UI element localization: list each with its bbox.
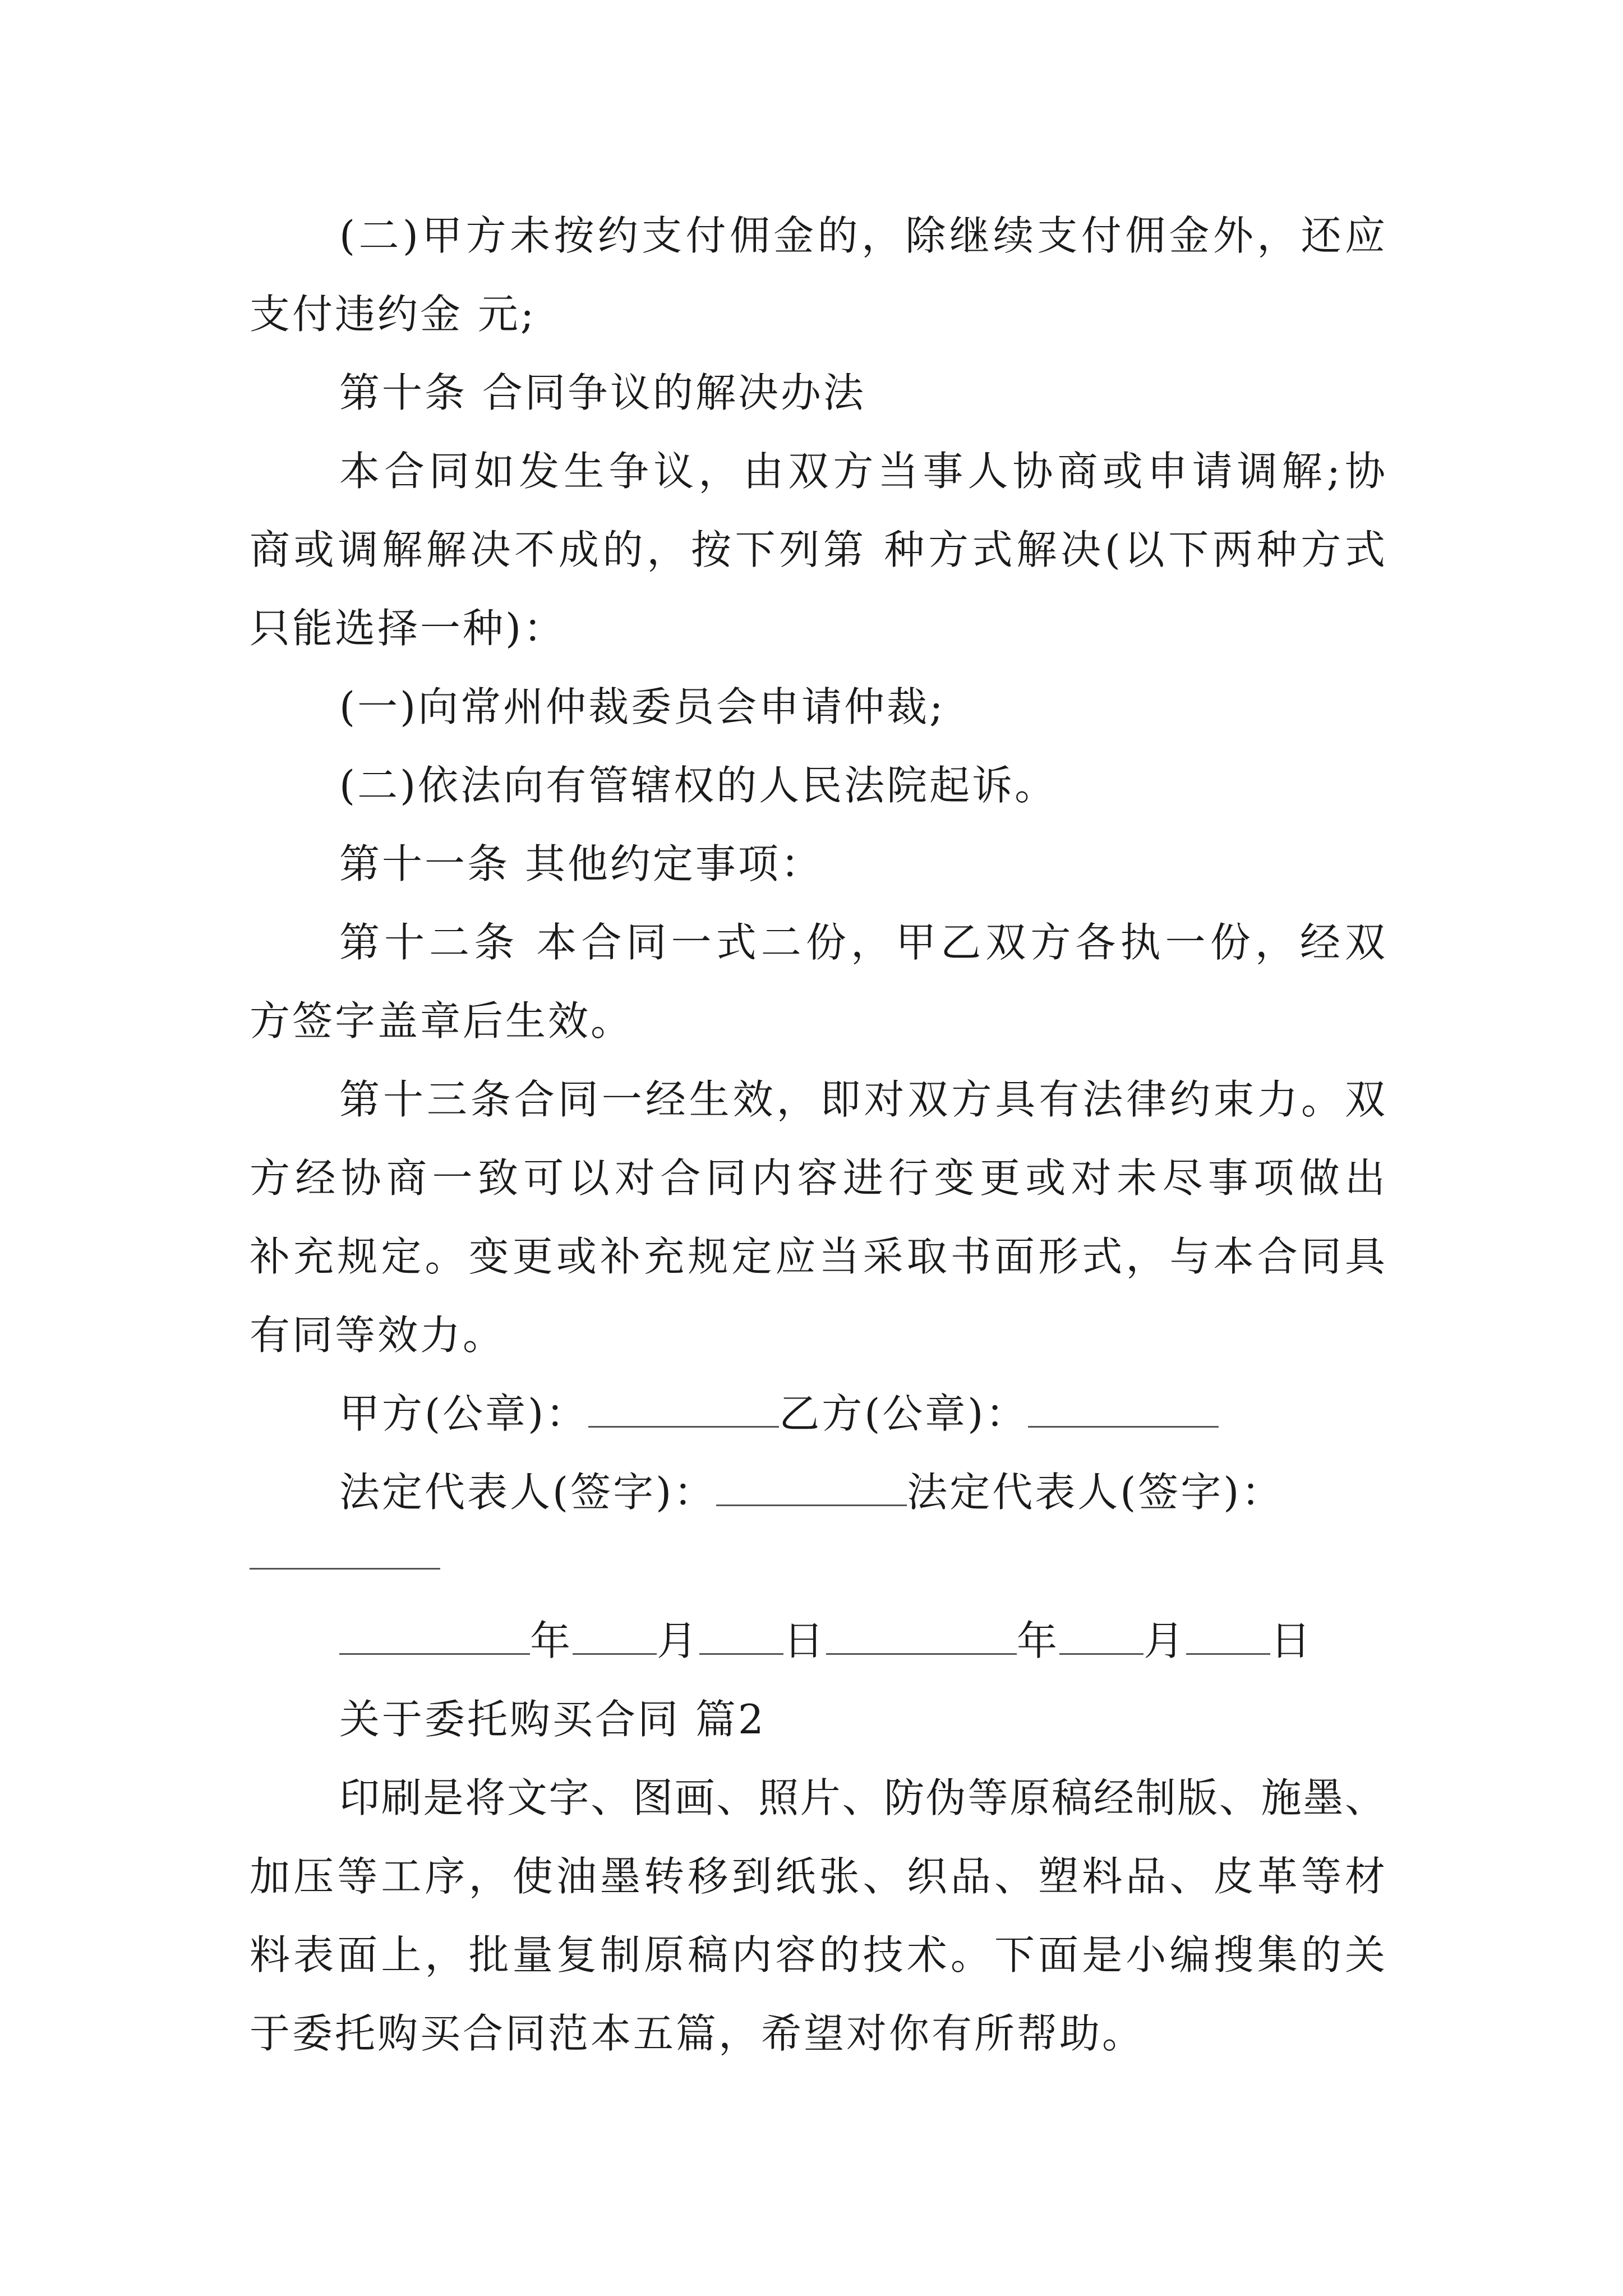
party-b-seal-label: 乙方(公章)：: [779, 1390, 1029, 1437]
paragraph-line: 第十三条合同一经生效，即对双方具有法律约束力。双: [339, 1076, 1385, 1123]
paragraph-line: 第十二条 本合同一式二份，甲乙双方各执一份，经双: [339, 919, 1385, 966]
month-blank: [1059, 1614, 1144, 1655]
paragraph-line: 商或调解解决不成的，按下列第 种方式解决(以下两种方式: [250, 526, 1385, 573]
paragraph-line: 于委托购买合同范本五篇，希望对你有所帮助。: [250, 2010, 1145, 2057]
paragraph-line: 加压等工序，使油墨转移到纸张、织品、塑料品、皮革等材: [250, 1853, 1385, 1900]
paragraph-line: (二)甲方未按约支付佣金的，除继续支付佣金外，还应: [339, 212, 1385, 259]
paragraph-line: 方经协商一致可以对合同内容进行变更或对未尽事项做出: [250, 1154, 1385, 1202]
year-blank: [339, 1614, 530, 1655]
article-heading: 第十一条 其他约定事项：: [339, 840, 823, 887]
list-item: (二)依法向有管辖权的人民法院起诉。: [339, 762, 1058, 809]
paragraph-line: 料表面上，批量复制原稿内容的技术。下面是小编搜集的关: [250, 1931, 1385, 1978]
section-title: 关于委托购买合同 篇2: [339, 1696, 766, 1743]
month-label: 月: [657, 1617, 700, 1664]
date-line: [339, 1613, 1313, 1669]
list-item: (一)向常州仲裁委员会申请仲裁;: [339, 683, 946, 730]
rep-a-blank: [716, 1465, 907, 1506]
party-b-seal-blank: [1028, 1387, 1219, 1428]
year-label: 年: [530, 1617, 573, 1664]
article-heading: 第十条 合同争议的解决办法: [339, 369, 866, 416]
paragraph-line: 本合同如发生争议，由双方当事人协商或申请调解;协: [339, 448, 1385, 495]
day-blank: [1186, 1614, 1270, 1655]
rep-b-blank: [250, 1568, 440, 1570]
seal-line: [339, 1386, 1219, 1442]
year-blank: [826, 1614, 1017, 1655]
year-label: 年: [1017, 1617, 1060, 1664]
paragraph-line: 只能选择一种)：: [250, 605, 566, 652]
rep-b-label: 法定代表人(签字)：: [907, 1469, 1284, 1516]
paragraph-line: 有同等效力。: [250, 1312, 506, 1359]
month-label: 月: [1144, 1617, 1187, 1664]
party-a-seal-label: 甲方(公章)：: [339, 1390, 589, 1437]
rep-a-label: 法定代表人(签字)：: [339, 1469, 717, 1516]
paragraph-line: 支付违约金 元;: [250, 291, 537, 338]
month-blank: [573, 1614, 657, 1655]
paragraph-line: 补充规定。变更或补充规定应当采取书面形式，与本合同具: [250, 1233, 1385, 1280]
party-a-seal-blank: [588, 1387, 779, 1428]
paragraph-line: 印刷是将文字、图画、照片、防伪等原稿经制版、施墨、: [339, 1774, 1385, 1821]
day-blank: [699, 1614, 783, 1655]
representative-line: [339, 1464, 1284, 1520]
day-label: 日: [1270, 1617, 1313, 1664]
day-label: 日: [783, 1617, 827, 1664]
paragraph-line: 方签字盖章后生效。: [250, 997, 634, 1045]
